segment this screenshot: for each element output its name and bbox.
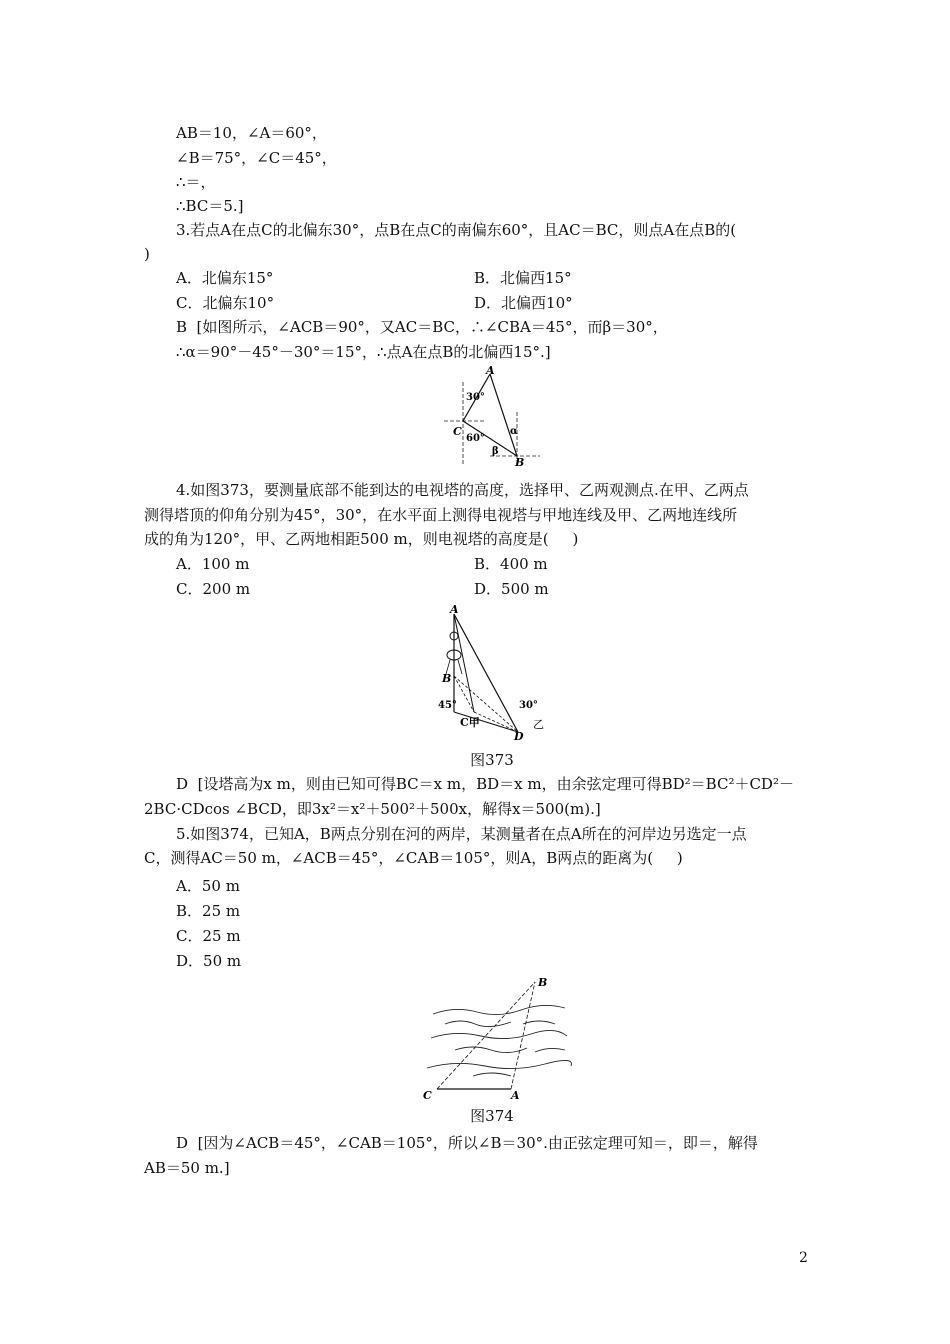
point-c-label: C — [453, 425, 462, 438]
text-line: ∴＝， — [176, 173, 216, 191]
question-4-stem-cont: 成的角为120°，甲、乙两地相距500 m，则电视塔的高度是( ) — [144, 530, 579, 548]
angle-30-label: 30° — [519, 700, 538, 711]
question-3-stem: 3.若点A在点C的北偏东30°，点B在点C的南偏东60°，且AC＝BC，则点A在点B的( — [176, 221, 737, 239]
angle-60-label: 60° — [466, 433, 485, 444]
river-diagram — [415, 972, 575, 1104]
q3-option-a: A．北偏东15° — [176, 269, 274, 287]
question-5-stem-cont: C，测得AC＝50 m，∠ACB＝45°，∠CAB＝105°，则A，B两点的距离为( ) — [144, 849, 683, 867]
bearing-diagram — [430, 362, 550, 472]
q5-option-b: B．25 m — [176, 902, 241, 920]
question-4-stem: 4.如图373，要测量底部不能到达的电视塔的高度，选择甲、乙两观测点.在甲、乙两点 — [176, 481, 749, 499]
q3-option-c: C．北偏东10° — [176, 294, 275, 312]
point-b-label: B — [515, 456, 525, 469]
q5-answer: D [因为∠ACB＝45°，∠CAB＝105°，所以∠B＝30°.由正弦定理可知＝，即＝，解得 — [176, 1134, 758, 1152]
point-b-label: B — [442, 672, 452, 685]
yi-label: 乙 — [533, 718, 544, 731]
angle-30-label: 30° — [466, 392, 485, 403]
text-line: ∠B＝75°，∠C＝45°， — [176, 149, 337, 167]
point-b-label: B — [538, 976, 548, 989]
question-5-stem: 5.如图374，已知A，B两点分别在河的两岸，某测量者在点A所在的河岸边另选定一点 — [176, 825, 747, 843]
q3-option-b: B．北偏西15° — [474, 269, 572, 287]
page-number: 2 — [799, 1250, 808, 1266]
beta-label: β — [492, 446, 499, 457]
q5-answer-cont: AB＝50 m.] — [144, 1159, 230, 1177]
text-line: ∴BC＝5.] — [176, 197, 244, 215]
angle-45-label: 45° — [438, 700, 457, 711]
text-line: AB＝10，∠A＝60°， — [176, 124, 327, 142]
q3-option-d: D．北偏西10° — [474, 294, 573, 312]
q4-answer: D [设塔高为x m，则由已知可得BC＝x m，BD＝x m，由余弦定理可得BD²＝BC²＋CD²－ — [176, 775, 794, 793]
q4-answer-cont: 2BC·CDcos ∠BCD，即3x²＝x²＋500²＋500x，解得x＝500(m).] — [144, 800, 601, 818]
q4-option-d: D．500 m — [474, 580, 549, 598]
tower-diagram — [430, 600, 560, 740]
question-3-stem-cont: ) — [144, 245, 150, 263]
q5-option-d: D．50 m — [176, 952, 242, 970]
q4-option-b: B．400 m — [474, 555, 548, 573]
q5-option-c: C．25 m — [176, 927, 241, 945]
q3-answer-cont: ∴α＝90°－45°－30°＝15°，∴点A在点B的北偏西15°.] — [176, 343, 551, 361]
question-4-stem-cont: 测得塔顶的仰角分别为45°，30°，在水平面上测得电视塔与甲地连线及甲、乙两地连线所 — [144, 506, 738, 524]
q4-option-c: C．200 m — [176, 580, 251, 598]
point-d-label: D — [514, 730, 524, 740]
point-a-label: A — [486, 364, 495, 377]
figure-373-caption: 图373 — [470, 751, 514, 769]
point-a-label: A — [450, 603, 459, 616]
point-c-label: C甲 — [460, 716, 480, 729]
point-c-label: C — [423, 1089, 432, 1102]
q4-option-a: A．100 m — [176, 555, 250, 573]
alpha-label: α — [510, 426, 518, 437]
q3-answer: B [如图所示，∠ACB＝90°，又AC＝BC，∴∠CBA＝45°，而β＝30°， — [176, 318, 668, 336]
point-a-label: A — [511, 1089, 520, 1102]
figure-374-caption: 图374 — [470, 1107, 514, 1125]
q5-option-a: A．50 m — [176, 877, 240, 895]
